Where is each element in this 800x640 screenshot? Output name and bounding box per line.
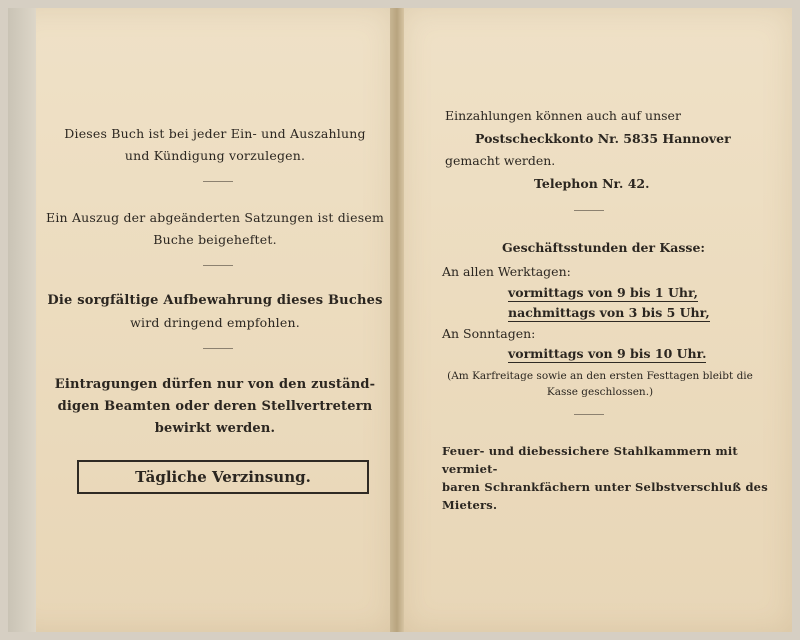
- sonntage-label: An Sonntagen:: [442, 326, 536, 341]
- footer-line1: Feuer- und diebessichere Stahlkammern mit vermiet-: [442, 444, 738, 476]
- left-p4-line2: digen Beamten oder deren Stellvertretern: [57, 399, 373, 414]
- werktage-hours-1-text: vormittags von 9 bis 1 Uhr,: [508, 285, 698, 300]
- left-edge-strip: [8, 8, 36, 632]
- left-p4-line1: Eintragungen dürfen nur von den zuständ-: [54, 377, 376, 392]
- left-p2-line2: Buche beigeheftet.: [153, 232, 277, 247]
- left-p2-line1: Ein Auszug der abgeänderten Satzungen ist diesem: [46, 210, 384, 225]
- closing-note: [430, 368, 770, 400]
- werktage-hours-2: [508, 304, 710, 322]
- footer-text: [430, 442, 770, 514]
- divider: [203, 348, 233, 349]
- werktage-hours-2-text: nachmittags von 3 bis 5 Uhr,: [508, 305, 710, 320]
- werktage-hours-1: [508, 284, 698, 302]
- left-p4-line3: bewirkt werden.: [154, 421, 276, 436]
- daily-interest-box: Tägliche Verzinsung.: [77, 460, 369, 494]
- left-paragraph-1: [40, 123, 390, 167]
- left-p1-line1: Dieses Buch ist bei jeder Ein- und Auszahlung: [64, 126, 366, 141]
- postscheck-line: Postscheckkonto Nr. 5835 Hannover: [475, 131, 731, 146]
- divider: [203, 265, 233, 266]
- telephon-line: Telephon Nr. 42.: [534, 176, 650, 191]
- closing-note-line2: Kasse geschlossen.): [546, 386, 654, 398]
- left-paragraph-4: [40, 374, 390, 440]
- divider: [574, 414, 604, 415]
- sonntage-hours-text: vormittags von 9 bis 10 Uhr.: [508, 346, 707, 361]
- sonntage-hours: [508, 345, 706, 363]
- book-gutter: [390, 8, 404, 632]
- divider: [574, 210, 604, 211]
- closing-note-line1: (Am Karfreitage sowie an den ersten Festtagen bleibt die: [447, 370, 753, 382]
- footer-line2: baren Schrankfächern unter Selbstverschluß des Mieters.: [442, 480, 768, 512]
- hours-heading: Geschäftsstunden der Kasse:: [502, 240, 706, 255]
- left-paragraph-2: [40, 207, 390, 251]
- divider: [203, 181, 233, 182]
- werktage-label: An allen Werktagen:: [442, 264, 571, 279]
- left-p1-line2: und Kündigung vorzulegen.: [124, 148, 306, 163]
- intro-line: Einzahlungen können auch auf unser: [445, 108, 681, 123]
- left-p3-line1: Die sorgfältige Aufbewahrung dieses Buches: [47, 293, 383, 308]
- left-paragraph-3: [40, 290, 390, 334]
- left-p3-line2: wird dringend empfohlen.: [130, 315, 300, 330]
- gemacht-line: gemacht werden.: [445, 153, 556, 168]
